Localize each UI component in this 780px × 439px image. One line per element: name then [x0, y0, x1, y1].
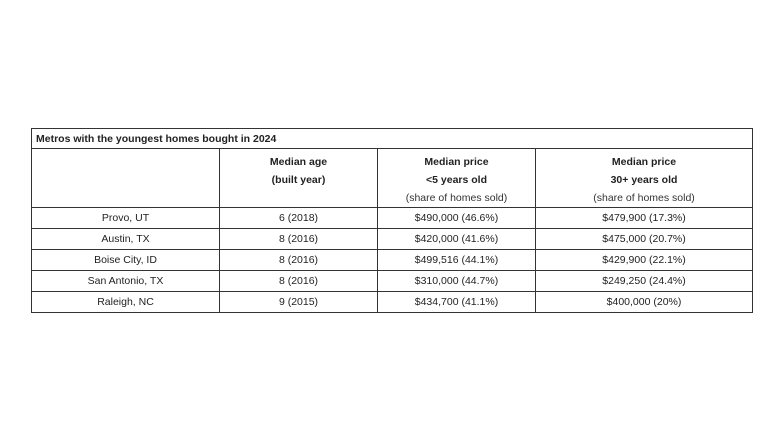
metros-table	[31, 128, 753, 313]
cell-metro: San Antonio, TX	[32, 271, 220, 292]
cell-price-new: $420,000 (41.6%)	[378, 229, 536, 250]
cell-metro: Raleigh, NC	[32, 292, 220, 313]
metros-table-container	[31, 128, 752, 313]
cell-price-old: $479,900 (17.3%)	[536, 208, 753, 229]
cell-median-age: 8 (2016)	[220, 250, 378, 271]
header-price-old: Median price 30+ years old (share of homes sold)	[536, 149, 753, 208]
cell-price-new: $490,000 (46.6%)	[378, 208, 536, 229]
table-row	[32, 208, 753, 229]
table-row	[32, 292, 753, 313]
cell-price-new: $499,516 (44.1%)	[378, 250, 536, 271]
table-caption: Metros with the youngest homes bought in 2024	[32, 129, 753, 149]
header-price-new: Median price <5 years old (share of homes sold)	[378, 149, 536, 208]
cell-price-new: $434,700 (41.1%)	[378, 292, 536, 313]
cell-price-new: $310,000 (44.7%)	[378, 271, 536, 292]
cell-median-age: 9 (2015)	[220, 292, 378, 313]
header-median-age: Median age (built year)	[220, 149, 378, 208]
table-row	[32, 271, 753, 292]
cell-median-age: 6 (2018)	[220, 208, 378, 229]
cell-price-old: $429,900 (22.1%)	[536, 250, 753, 271]
cell-price-old: $249,250 (24.4%)	[536, 271, 753, 292]
table-row	[32, 229, 753, 250]
cell-median-age: 8 (2016)	[220, 229, 378, 250]
cell-median-age: 8 (2016)	[220, 271, 378, 292]
cell-metro: Provo, UT	[32, 208, 220, 229]
cell-metro: Austin, TX	[32, 229, 220, 250]
table-row	[32, 250, 753, 271]
cell-price-old: $475,000 (20.7%)	[536, 229, 753, 250]
cell-price-old: $400,000 (20%)	[536, 292, 753, 313]
cell-metro: Boise City, ID	[32, 250, 220, 271]
header-metro	[32, 149, 220, 208]
